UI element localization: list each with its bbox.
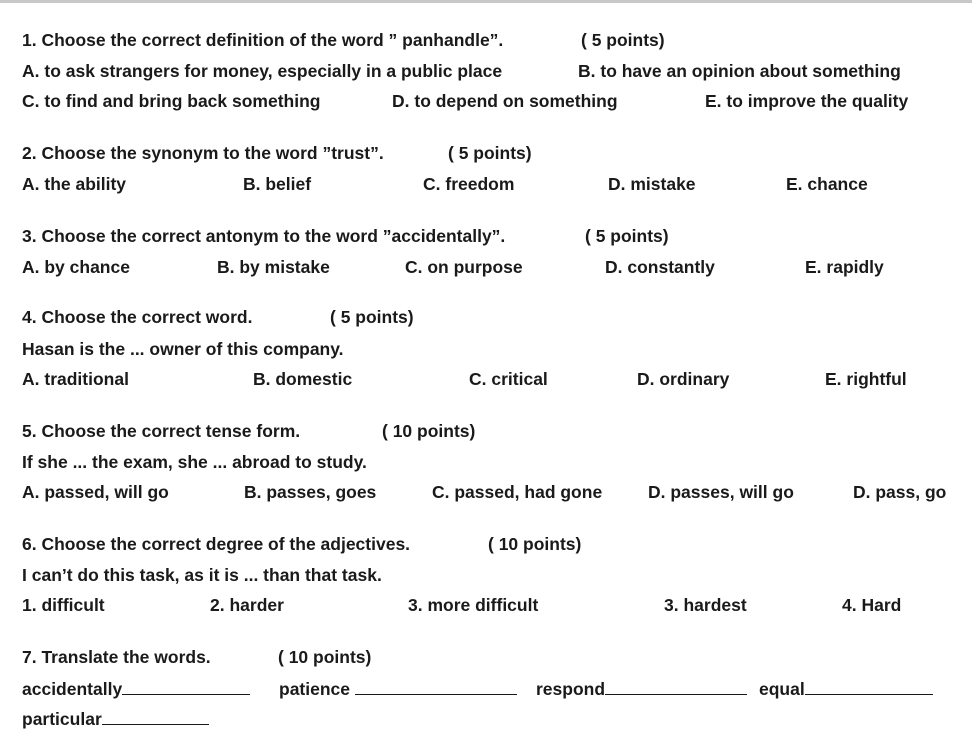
answer-blank[interactable] xyxy=(102,707,209,725)
question-7-points: ( 10 points) xyxy=(278,647,372,667)
translate-item-particular xyxy=(22,707,209,730)
question-4-option-b: B. domestic xyxy=(253,369,353,389)
answer-blank[interactable] xyxy=(122,677,250,695)
question-4-option-d: D. ordinary xyxy=(637,369,730,389)
question-4-option-a: A. traditional xyxy=(22,369,129,389)
question-2-option-d: D. mistake xyxy=(608,174,696,194)
translate-word: respond xyxy=(536,679,606,699)
answer-blank[interactable] xyxy=(605,677,747,695)
translate-word: patience xyxy=(279,679,350,699)
question-5-sentence: If she ... the exam, she ... abroad to study. xyxy=(22,452,367,472)
question-7-title: 7. Translate the words. xyxy=(22,647,211,667)
question-2-title: 2. Choose the synonym to the word ”trust”. xyxy=(22,143,384,163)
question-3-option-c: C. on purpose xyxy=(405,257,523,277)
question-4-option-e: E. rightful xyxy=(825,369,907,389)
answer-blank[interactable] xyxy=(355,677,517,695)
question-3-option-b: B. by mistake xyxy=(217,257,330,277)
question-3-option-a: A. by chance xyxy=(22,257,130,277)
question-5-points: ( 10 points) xyxy=(382,421,476,441)
question-4-option-c: C. critical xyxy=(469,369,548,389)
question-5-option-d: D. passes, will go xyxy=(648,482,794,502)
question-5-option-b: B. passes, goes xyxy=(244,482,377,502)
question-1-title: 1. Choose the correct definition of the word ” panhandle”. xyxy=(22,30,504,50)
question-1-option-e: E. to improve the quality xyxy=(705,91,909,111)
question-2-option-e: E. chance xyxy=(786,174,868,194)
question-3-title: 3. Choose the correct antonym to the word ”accidentally”. xyxy=(22,226,506,246)
question-6-points: ( 10 points) xyxy=(488,534,582,554)
question-2-option-c: C. freedom xyxy=(423,174,515,194)
question-1-option-d: D. to depend on something xyxy=(392,91,618,111)
question-1-option-a: A. to ask strangers for money, especially in a public place xyxy=(22,61,503,81)
question-6-option-5: 4. Hard xyxy=(842,595,902,615)
question-2-option-b: B. belief xyxy=(243,174,312,194)
question-6-option-3: 3. more difficult xyxy=(408,595,539,615)
question-6-option-2: 2. harder xyxy=(210,595,284,615)
question-6-sentence: I can’t do this task, as it is ... than that task. xyxy=(22,565,382,585)
question-1-option-c: C. to find and bring back something xyxy=(22,91,321,111)
question-5-title: 5. Choose the correct tense form. xyxy=(22,421,301,441)
question-1-points: ( 5 points) xyxy=(581,30,665,50)
question-1-option-b: B. to have an opinion about something xyxy=(578,61,901,81)
question-3-option-d: D. constantly xyxy=(605,257,715,277)
translate-item-patience xyxy=(279,677,517,700)
translate-word: equal xyxy=(759,679,805,699)
top-border xyxy=(0,0,972,3)
question-6-option-4: 3. hardest xyxy=(664,595,747,615)
translate-item-accidentally xyxy=(22,677,250,700)
question-5-option-c: C. passed, had gone xyxy=(432,482,603,502)
translate-item-respond xyxy=(536,677,747,700)
question-3-points: ( 5 points) xyxy=(585,226,669,246)
question-3-option-e: E. rapidly xyxy=(805,257,884,277)
question-4-points: ( 5 points) xyxy=(330,307,414,327)
question-1 xyxy=(22,29,503,51)
question-4-title: 4. Choose the correct word. xyxy=(22,307,253,327)
translate-item-equal xyxy=(759,677,933,700)
question-5-option-e: D. pass, go xyxy=(853,482,947,502)
question-2-option-a: A. the ability xyxy=(22,174,127,194)
question-4-sentence: Hasan is the ... owner of this company. xyxy=(22,339,344,359)
question-6-title: 6. Choose the correct degree of the adjectives. xyxy=(22,534,411,554)
translate-word: particular xyxy=(22,709,102,729)
question-6-option-1: 1. difficult xyxy=(22,595,105,615)
answer-blank[interactable] xyxy=(805,677,933,695)
question-2-points: ( 5 points) xyxy=(448,143,532,163)
question-5-option-a: A. passed, will go xyxy=(22,482,169,502)
translate-word: accidentally xyxy=(22,679,123,699)
